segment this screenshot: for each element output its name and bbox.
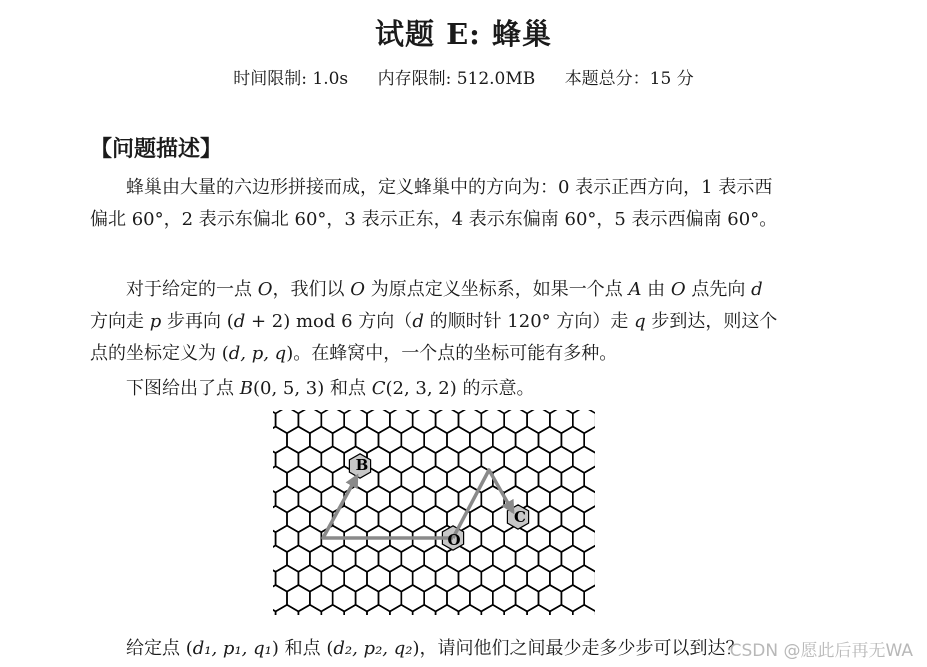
hex-cell: [413, 605, 436, 615]
hex-cell: [573, 605, 595, 615]
hex-cell: [390, 410, 413, 433]
hex-cell: [550, 605, 573, 615]
hex-cell: [527, 410, 550, 433]
hex-cell: [390, 605, 413, 615]
label-b: B: [355, 456, 369, 474]
total-score: 本题总分：15 分: [564, 69, 694, 89]
hex-cell: [459, 605, 482, 615]
label-o: O: [447, 531, 461, 549]
hex-cell: [481, 410, 504, 433]
section-title: 【问题描述】: [90, 136, 223, 162]
hex-cell: [273, 585, 287, 611]
hex-cell: [321, 410, 344, 433]
hex-cell: [344, 605, 367, 615]
hex-cell: [273, 466, 287, 492]
hex-cell: [504, 410, 527, 433]
hex-cell: [436, 605, 459, 615]
time-limit: 时间限制: 1.0s: [233, 69, 349, 89]
hex-cell: [273, 506, 287, 532]
hex-cell: [550, 410, 573, 433]
honeycomb-figure: [273, 410, 595, 615]
hex-grid: [273, 410, 595, 615]
paragraph-coordinates: 对于给定的一点 O，我们以 O 为原点定义坐标系，如果一个点 A 由 O 点先向 d 方向走 p 步再向 (d + 2) mod 6 方向（d 的顺时针 120° 方向）走 q 步到达，则这个点的坐标定义为 (d, p, q)。在蜂窝中，一个点的坐标可能有多种。: [90, 279, 778, 364]
hex-cell: [298, 410, 321, 433]
hex-cell: [459, 410, 482, 433]
hex-cell: [367, 410, 390, 433]
hex-cell: [344, 410, 367, 433]
hex-cell: [367, 605, 390, 615]
hex-cell: [436, 410, 459, 433]
hex-cell: [273, 545, 287, 571]
hex-cell: [273, 427, 287, 453]
hex-cell: [276, 410, 299, 433]
page-title: 试题 E: 蜂巢: [374, 17, 552, 51]
hex-cell: [413, 410, 436, 433]
hex-cell: [321, 605, 344, 615]
watermark: CSDN @愿此后再无WA: [729, 641, 913, 661]
hex-cell: [527, 605, 550, 615]
paragraph-directions: 蜂巢由大量的六边形拼接而成，定义蜂巢中的方向为：0 表示正西方向，1 表示西偏北 60°，2 表示东偏北 60°，3 表示正东，4 表示东偏南 60°，5 表示西偏南 60°。: [90, 177, 778, 230]
hex-cell: [504, 605, 527, 615]
hex-cell: [276, 605, 299, 615]
limits-line: [0, 64, 927, 89]
paragraph-question: 给定点 (d₁, p₁, q₁) 和点 (d₂, p₂, q₂)，请问他们之间最少走多少步可以到达？: [126, 638, 744, 659]
label-c: C: [514, 508, 526, 526]
hex-cell: [481, 605, 504, 615]
hex-cell: [298, 605, 321, 615]
paragraph-figure-intro: 下图给出了点 B(0, 5, 3) 和点 C(2, 3, 2) 的示意。: [126, 378, 535, 399]
memory-limit: 内存限制: 512.0MB: [377, 69, 536, 89]
